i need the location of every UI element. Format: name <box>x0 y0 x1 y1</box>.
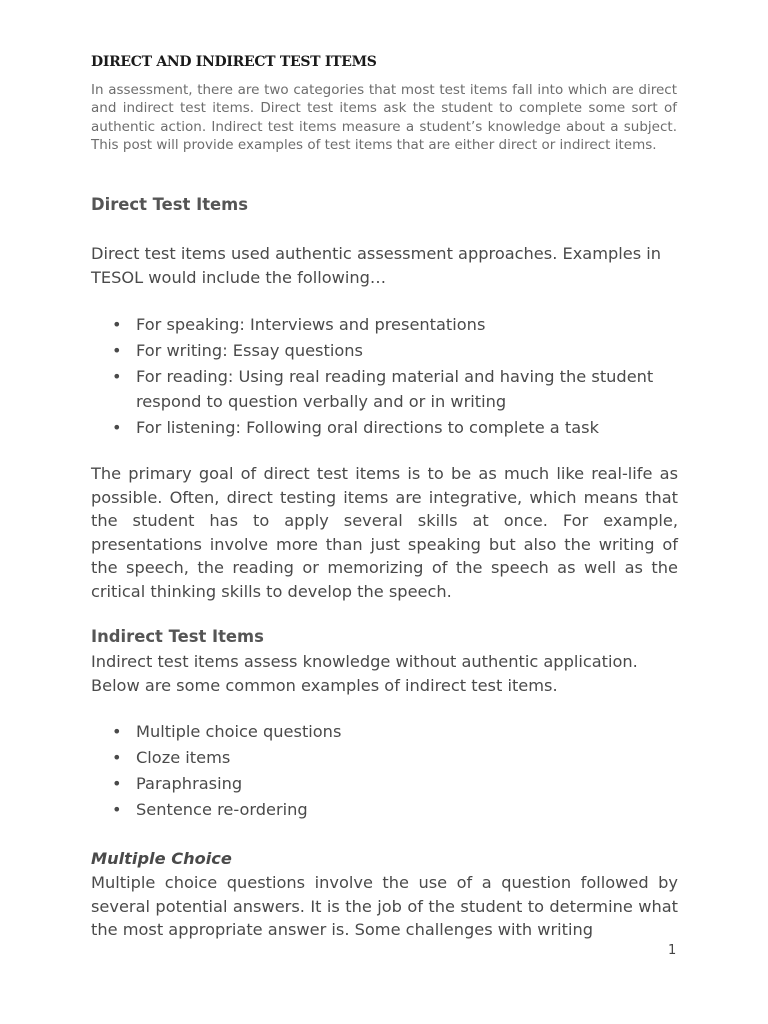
list-item <box>91 313 681 338</box>
indirect-section-lead: Indirect test items assess knowledge without authentic application. Below are some common examples of indirect test items. <box>91 652 638 695</box>
list-item <box>91 746 681 771</box>
bullet-icon: • <box>112 748 122 768</box>
direct-section-lead: Direct test items used authentic assessment approaches. Examples in TESOL would include the following… <box>91 244 662 287</box>
list-item-text: Cloze items <box>136 748 231 768</box>
direct-section-paragraph: The primary goal of direct test items is to be as much like real-life as possible. Often, direct testing items are integrative, which means that the student has to apply several skills at once. For example, presentations involve more than just speaking but also the writing of the speech, the reading or memorizing of the speech as well as the critical thinking skills to develop the speech. <box>91 464 678 601</box>
list-item <box>91 416 681 441</box>
document-title: DIRECT AND INDIRECT TEST ITEMS <box>91 54 377 70</box>
direct-items-list <box>91 313 681 442</box>
indirect-section-heading: Indirect Test Items <box>91 627 264 646</box>
multiple-choice-heading: Multiple Choice <box>91 849 232 868</box>
list-item <box>91 339 681 364</box>
list-item-text: For listening: Following oral directions to complete a task <box>136 417 599 437</box>
list-item <box>91 365 681 414</box>
multiple-choice-paragraph: Multiple choice questions involve the use of a question followed by several potential answers. It is the job of the student to determine what the most appropriate answer is. Some challenges with writing <box>91 873 678 940</box>
intro-paragraph: In assessment, there are two categories that most test items fall into which are direct and indirect test items. Direct test items ask the student to complete some sort of authentic action. Indirect test items measure a student’s knowledge about a subject. This post will provide examples of test items that are either direct or indirect items. <box>91 82 677 153</box>
list-item <box>91 772 681 797</box>
direct-section-heading: Direct Test Items <box>91 195 248 214</box>
list-item-text: For speaking: Interviews and presentations <box>136 315 486 334</box>
indirect-items-list <box>91 720 681 824</box>
list-item-text: Paraphrasing <box>136 774 243 794</box>
list-item-text: For reading: Using real reading material and having the student respond to question verbally and or in writing <box>136 367 654 411</box>
bullet-icon: • <box>112 722 122 741</box>
list-item <box>91 720 681 745</box>
bullet-icon: • <box>112 800 122 820</box>
bullet-icon: • <box>112 315 122 334</box>
list-item-text: For writing: Essay questions <box>136 341 363 361</box>
list-item <box>91 798 681 823</box>
bullet-icon: • <box>112 367 122 387</box>
list-item-text: Sentence re-ordering <box>136 800 308 820</box>
bullet-icon: • <box>112 417 122 437</box>
bullet-icon: • <box>112 774 122 794</box>
list-item-text: Multiple choice questions <box>136 722 342 741</box>
page-number: 1 <box>668 943 677 958</box>
bullet-icon: • <box>112 341 122 361</box>
